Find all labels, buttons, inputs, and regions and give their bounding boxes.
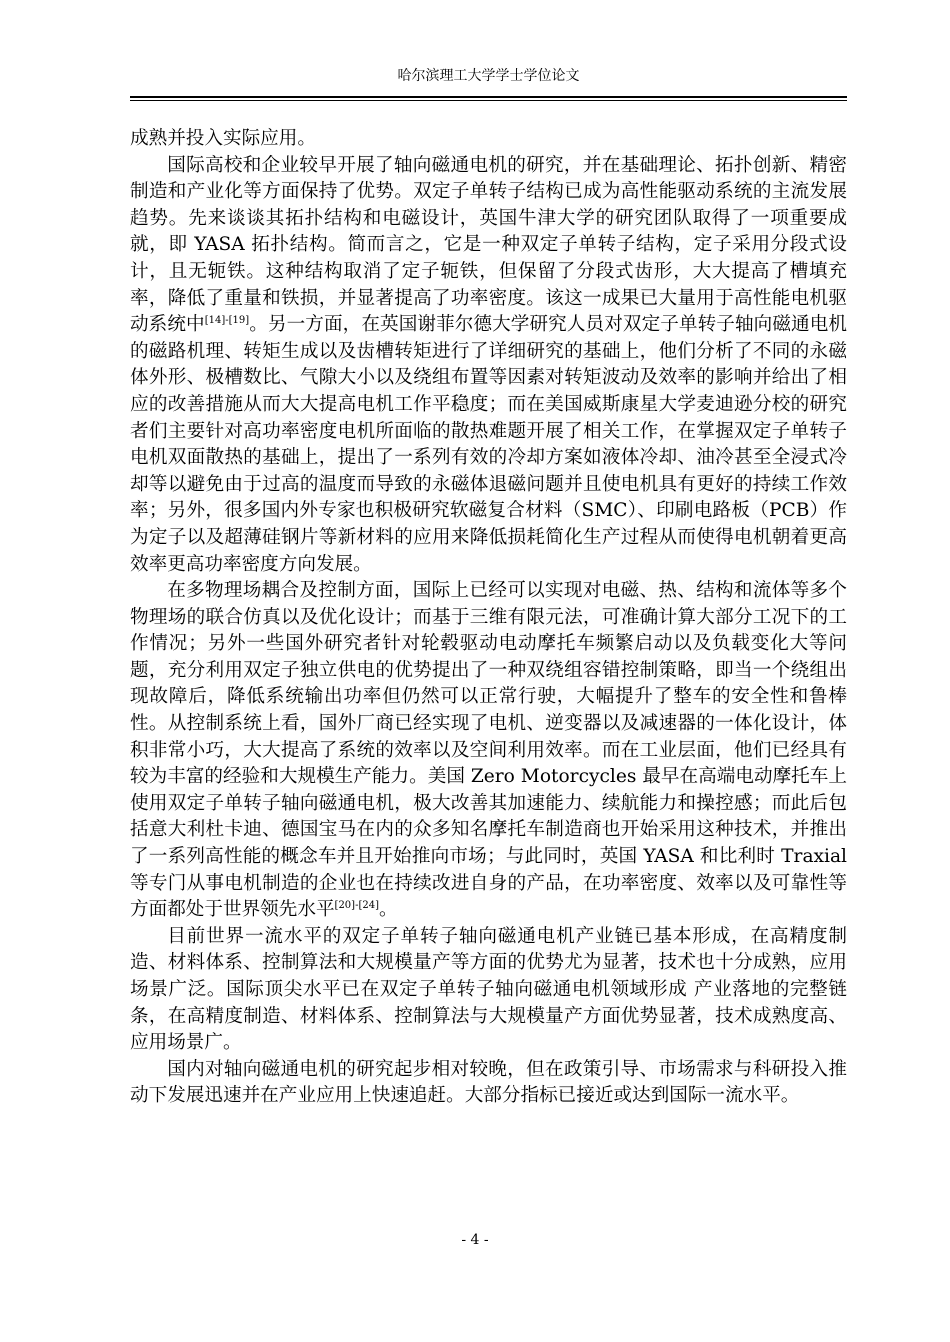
paragraph-domestic-research: 国内对轴向磁通电机的研究起步相对较晚，但在政策引导、市场需求与科研投入推动下发展迅速并在产业应用上快速追赶。大部分指标已接近或达到国际一流水平。	[130, 1058, 847, 1107]
paragraph-text: 在多物理场耦合及控制方面，国际上已经可以实现对电磁、热、结构和流体等多个物理场的联合仿真以及优化设计；而基于三维有限元法，可准确计算大部分工况下的工作情况；另外一些国外研究者针对轮毂驱动电动摩托车频繁启动以及负载变化大等问题，充分利用双定子独立供电的优势提出了一种双绕组容错控制策略，即当一个绕组出现故障后，降低系统输出功率但仍然可以正常行驶，大幅提升了整车的安全性和鲁棒性。从控制系统上看，国外厂商已经实现了电机、逆变器以及减速器的一体化设计，体积非常小巧，大大提高了系统的效率以及空间利用效率。而在工业层面，他们已经具有较为丰富的经验和大规模生产能力。美国 Zero Motorcycles 最早在高端电动摩托车上使用双定子单转子轴向磁通电机，极大改善其加速能力、续航能力和操控感；而此后包括意大利杜卡迪、德国宝马在内的众多知名摩托车制造商也开始采用这种技术，并推出了一系列高性能的概念车并且开始推向市场；与此同时，英国 YASA 和比利时 Traxial 等专门从事电机制造的企业也在持续改进自身的产品，在功率密度、效率以及可靠性等方面都处于世界领先水平	[130, 580, 847, 921]
paragraph-multiphysics-control	[130, 578, 847, 924]
citation: [20]-[24]	[334, 900, 379, 912]
paragraph-text: 国际高校和企业较早开展了轴向磁通电机的研究，并在基础理论、拓扑创新、精密制造和产业化等方面保持了优势。双定子单转子结构已成为高性能驱动系统的主流发展趋势。先来谈谈其拓扑结构和电磁设计，英国牛津大学的研究团队取得了一项重要成就，即 YASA 拓扑结构。简而言之，它是一种双定子单转子结构，定子采用分段式设计，且无轭铁。这种结构取消了定子轭铁，但保留了分段式齿形，大大提高了槽填充率，降低了重量和铁损，并显著提高了功率密度。该这一成果已大量用于高性能电机驱动系统中	[130, 154, 847, 336]
paragraph-international-research	[130, 153, 847, 579]
page-number: - 4 -	[461, 1232, 489, 1248]
paragraph-text: 。另一方面，在英国谢菲尔德大学研究人员对双定子单转子轴向磁通电机的磁路机理、转矩生成以及齿槽转矩进行了详细研究的基础上，他们分析了不同的永磁体外形、极槽数比、气隙大小以及绕组布置等因素对转矩波动及效率的影响并给出了相应的改善措施从而大大提高电机工作平稳度；而在美国威斯康星大学麦迪逊分校的研究者们主要针对高功率密度电机所面临的散热难题开展了相关工作，在掌握双定子单转子电机双面散热的基础上，提出了一系列有效的冷却方案如液体冷却、油冷甚至全浸式冷却等以避免由于过高的温度而导致的永磁体退磁问题并且使电机具有更好的持续工作效率；另外，很多国内外专家也积极研究软磁复合材料（SMC）、印刷电路板（PCB）作为定子以及超薄硅钢片等新材料的应用来降低损耗简化生产过程从而使得电机朝着更高效率更高功率密度方向发展。	[130, 314, 847, 575]
running-header: 哈尔滨理工大学学士学位论文	[397, 68, 580, 84]
header-rule-thick	[130, 96, 847, 98]
paragraph-continuation: 成熟并投入实际应用。	[130, 128, 316, 149]
citation: [14]-[19]	[204, 315, 250, 327]
header-rule-thin	[130, 100, 847, 101]
paragraph-text: 。	[378, 899, 398, 921]
body-text	[130, 126, 847, 1110]
paragraph-industry-chain: 目前世界一流水平的双定子单转子轴向磁通电机产业链已基本形成，在高精度制造、材料体系、控制算法和大规模量产等方面的优势尤为显著，技术也十分成熟，应用场景广泛。国际顶尖水平已在双定子单转子轴向磁通电机领域形成 产业落地的完整链条，在高精度制造、材料体系、控制算法与大规模量产方面优势显著，技术成熟度高、应用场景广。	[130, 925, 847, 1054]
